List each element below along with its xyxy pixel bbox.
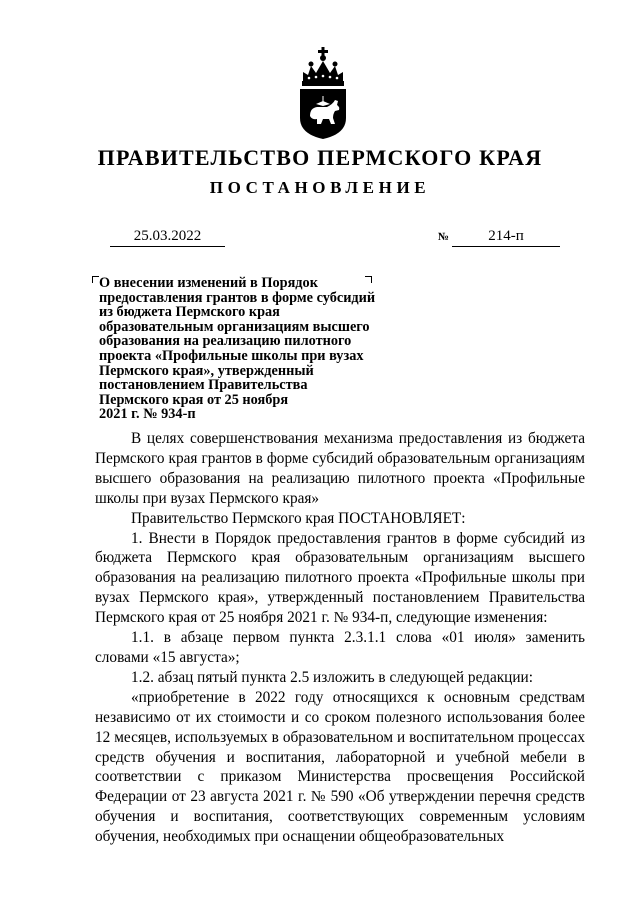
title-bracket-left [92, 276, 99, 283]
subject-line: 2021 г. № 934-п [99, 406, 196, 423]
organization-title: ПРАВИТЕЛЬСТВО ПЕРМСКОГО КРАЯ [97, 145, 543, 170]
document-subject [99, 276, 399, 422]
document-type: ПОСТАНОВЛЕНИЕ [209, 178, 431, 197]
body-paragraph: 1.2. абзац пятый пункта 2.5 изложить в следующей редакции: [131, 668, 533, 686]
number-label: № [438, 231, 450, 243]
subject-line: из бюджета Пермского края [99, 304, 280, 321]
subject-line: предоставления грантов в форме субсидий [99, 289, 376, 306]
document-number: 214-п [452, 227, 560, 247]
body-paragraph: 1. Внести в Порядок предоставления грантов в форме субсидий из бюджета Пермского края образовательным организациям высшего образования на реализацию пилотного проекта «Профильные школы при вузах Пермского края», утвержденный постановлением Правительства Пермского края от 25 ноября 2021 г. № 934-п, следующие изменения: [95, 529, 585, 627]
subject-line: Пермского края», утвержденный [99, 362, 314, 379]
coat-of-arms-icon [297, 44, 349, 140]
body-paragraph: «приобретение в 2022 году относящихся к основным средствам независимо от их стоимости и со сроком полезного использования более 12 месяцев, используемых в образовательном и воспитательном процессах средств обучения и воспитания, лабораторной и учебной мебели в соответствии с приказом Министерства просвещения Российской Федерации от 23 августа 2021 г. № 590 «Об утверждении перечня средств обучения и воспитания, соответствующих современным условиям обучения, необходимых при оснащении общеобразовательных [95, 688, 585, 846]
subject-line: постановлением Правительства [99, 377, 308, 394]
subject-line: образования на реализацию пилотного [99, 333, 352, 350]
subject-line: образовательным организациям высшего [99, 318, 370, 335]
document-date: 25.03.2022 [110, 227, 225, 247]
subject-line: О внесении изменений в Порядок [99, 275, 318, 291]
subject-line: проекта «Профильные школы при вузах [99, 347, 364, 364]
subject-line: Пермского края от 25 ноября [99, 391, 289, 408]
body-paragraph: Правительство Пермского края ПОСТАНОВЛЯЕТ: [131, 509, 466, 527]
document-body [95, 429, 585, 847]
body-paragraph: 1.1. в абзаце первом пункта 2.3.1.1 слова «01 июля» заменить словами «15 августа»; [95, 629, 585, 666]
body-paragraph: В целях совершенствования механизма предоставления из бюджета Пермского края грантов в форме субсидий образовательным организациям высшего образования на реализацию пилотного проекта «Профильные школы при вузах Пермского края» [95, 430, 585, 507]
